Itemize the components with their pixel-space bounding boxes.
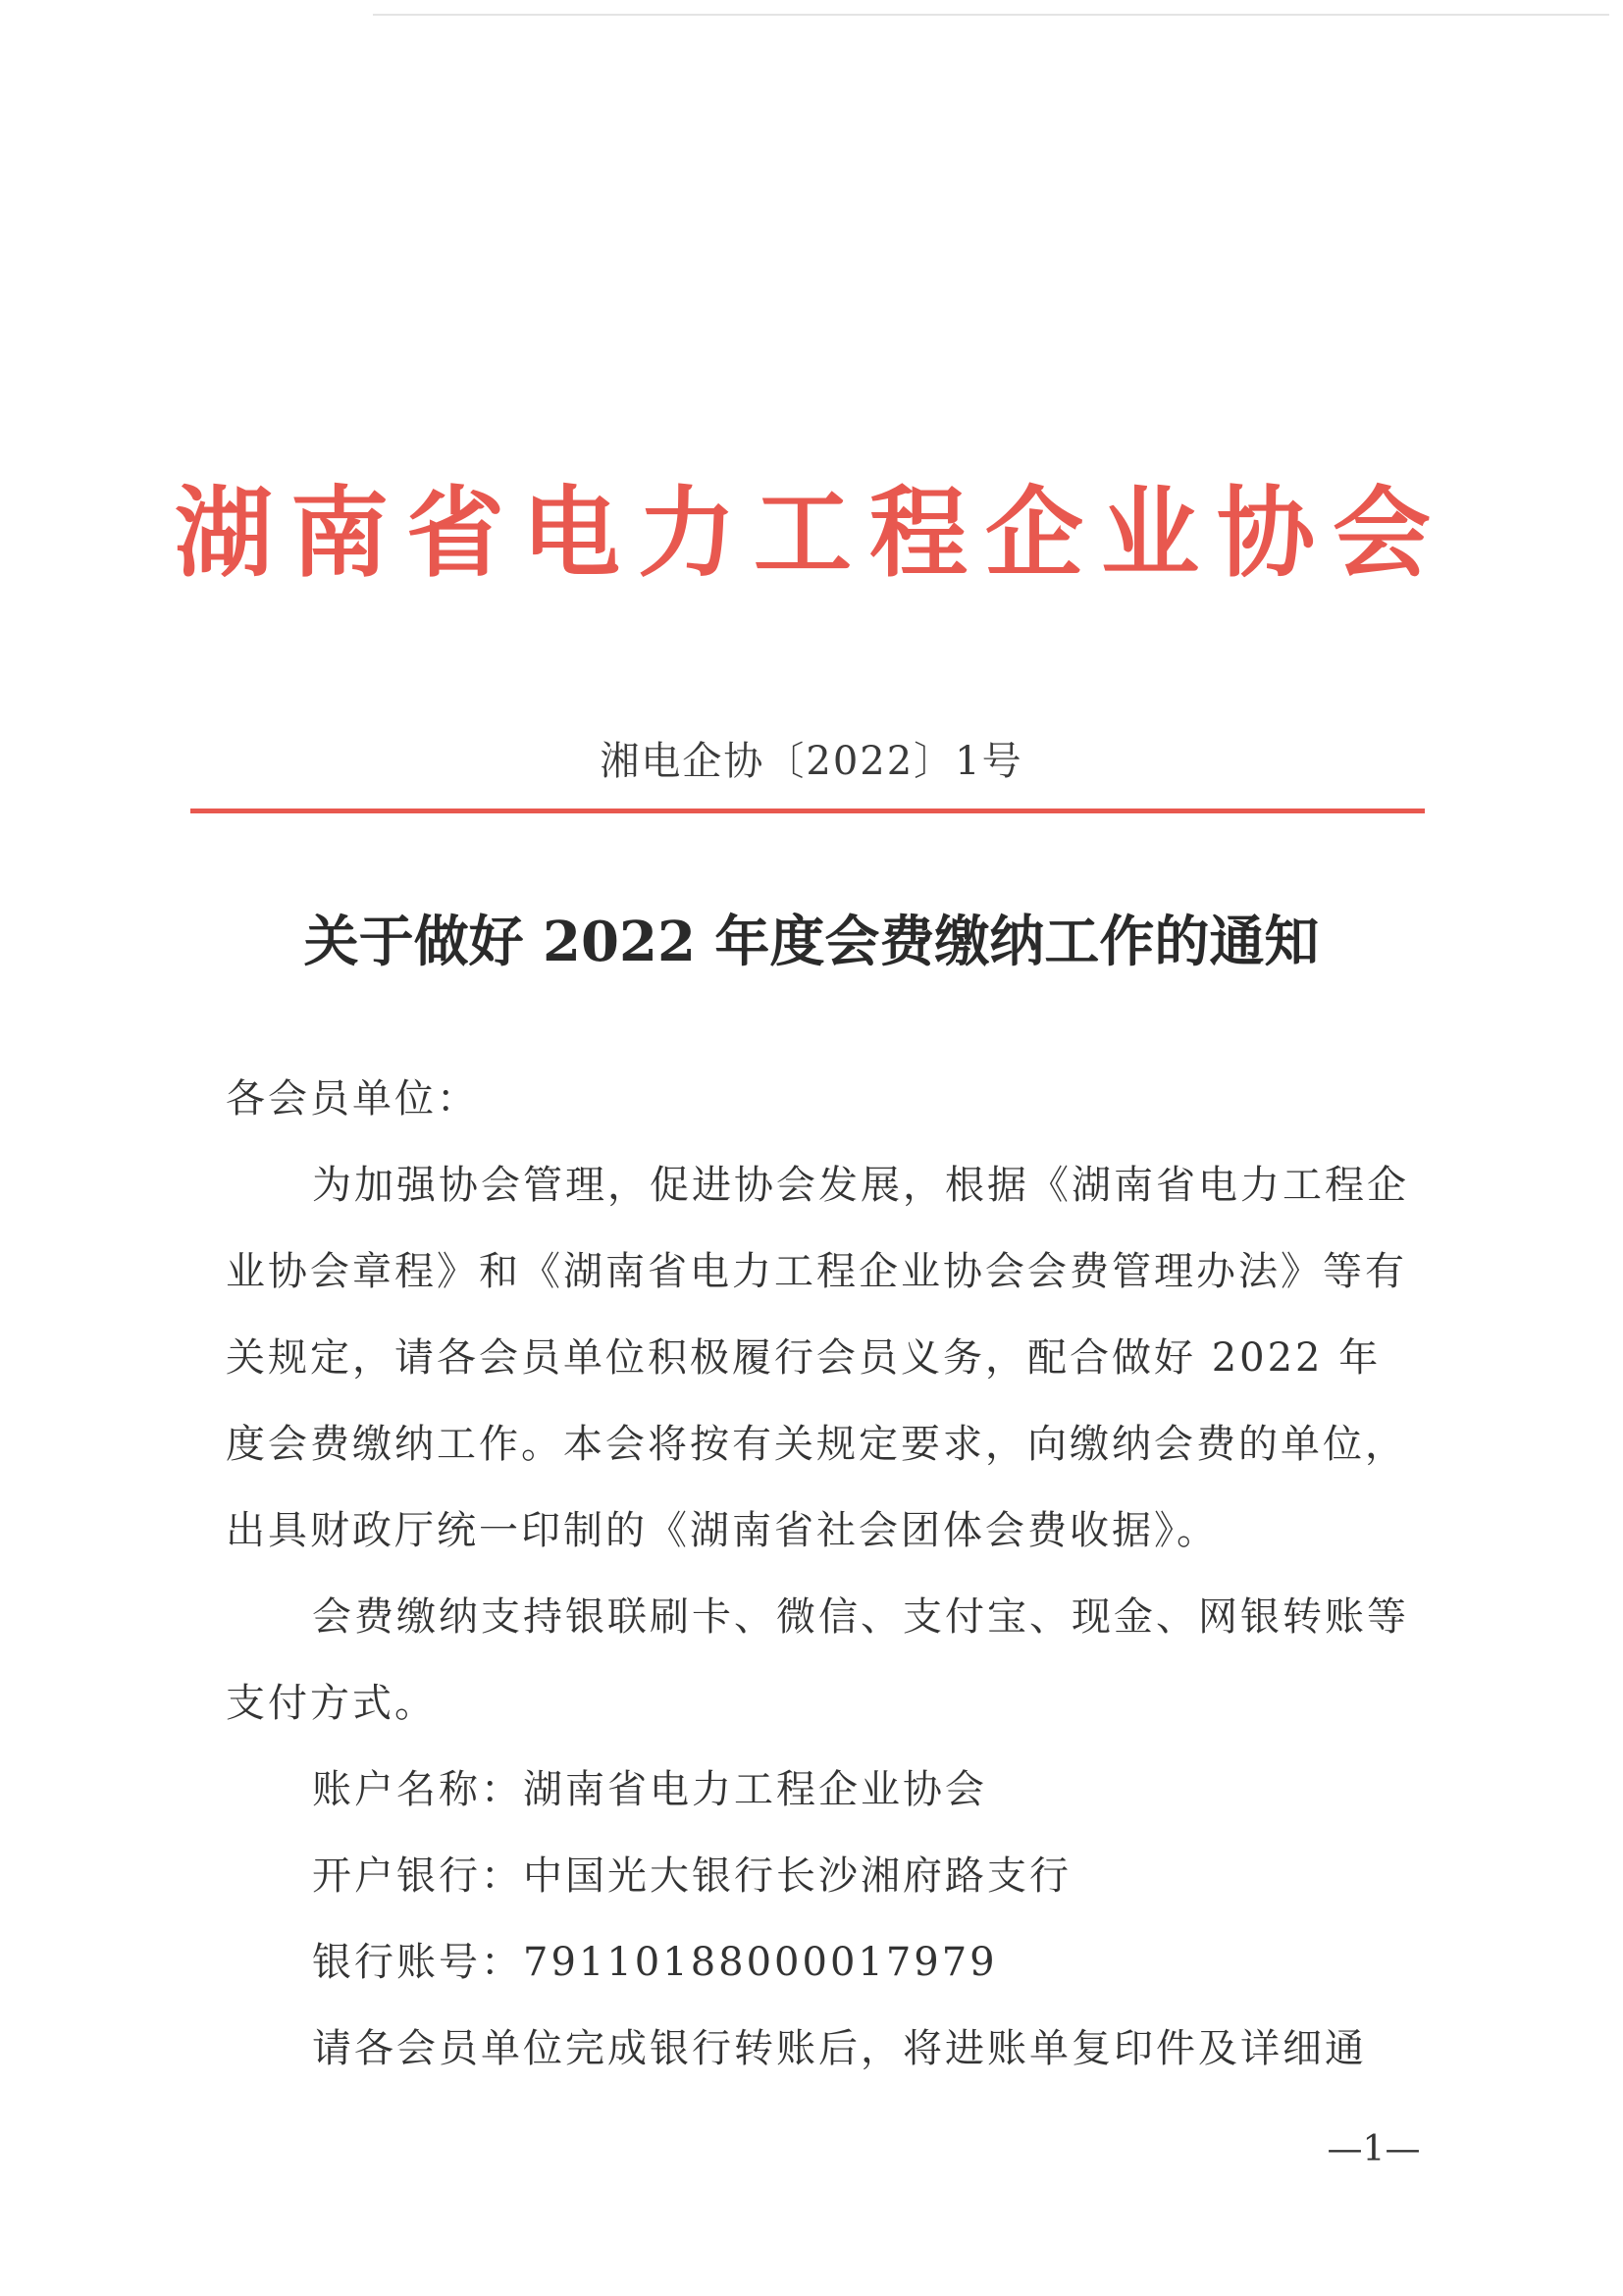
scan-edge-line — [373, 14, 1609, 16]
bank-line: 开户银行：中国光大银行长沙湘府路支行 — [312, 1853, 1072, 1899]
paragraph-2: 会费缴纳支持银联刷卡、微信、支付宝、现金、网银转账等支付方式。 — [226, 1594, 1409, 1726]
paragraph-3: 请各会员单位完成银行转账后，将进账单复印件及详细通 — [312, 2026, 1367, 2071]
account-name-line: 账户名称：湖南省电力工程企业协会 — [312, 1767, 987, 1812]
organization-title: 湖南省电力工程企业协会 — [175, 475, 1448, 591]
account-number-line: 银行账号：79110188000017979 — [312, 1940, 998, 1985]
notice-title: 关于做好 2022 年度会费缴纳工作的通知 — [303, 910, 1320, 974]
page-number: —1— — [1327, 2129, 1421, 2169]
paragraph-1: 为加强协会管理，促进协会发展，根据《湖南省电力工程企业协会章程》和《湖南省电力工程企业协会会费管理办法》等有关规定，请各会员单位积极履行会员义务，配合做好 2022 年度会费缴纳工作。本会将按有关规定要求，向缴纳会费的单位，出具财政厅统一印制的《湖南省社会团体会费收据》。 — [226, 1163, 1409, 1553]
red-header-rule — [190, 809, 1425, 813]
document-number: 湘电企协〔2022〕1号 — [600, 739, 1023, 784]
salutation: 各会员单位： — [226, 1076, 479, 1122]
